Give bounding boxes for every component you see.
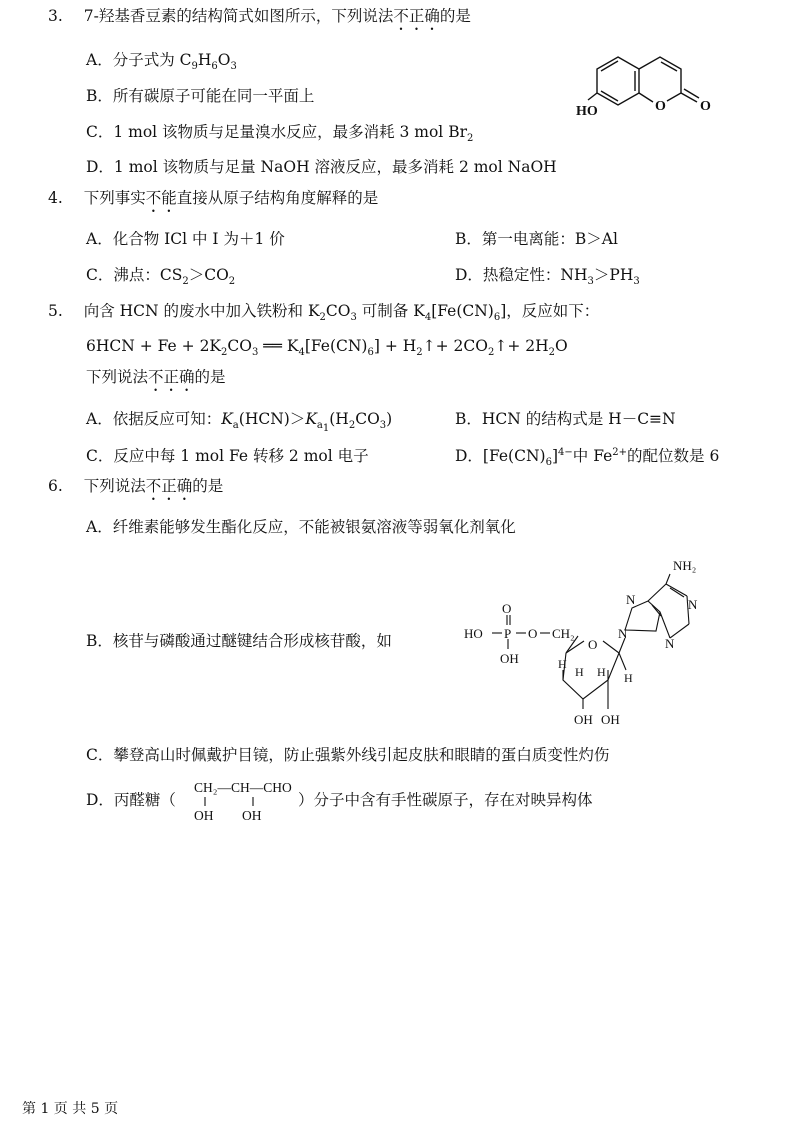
- q5-emphasis: 不正确: [148, 368, 195, 386]
- q4-emphasis: 不能: [145, 189, 177, 207]
- svg-text:H: H: [624, 671, 633, 685]
- q3-option-b: B．所有碳原子可能在同一平面上: [86, 87, 315, 105]
- svg-text:HO: HO: [464, 626, 483, 641]
- svg-text:N: N: [665, 636, 675, 651]
- q3-option-c: C．1 mol 该物质与足量溴水反应，最多消耗 3 mol $Br_2$: [86, 123, 474, 145]
- q3-stem: 3. 7-羟基香豆素的结构简式如图所示，下列说法不正确的是: [48, 7, 471, 25]
- svg-text:NH₂: NH₂: [673, 558, 697, 573]
- nucleotide-structure: [460, 552, 720, 732]
- struct-carbonyl-o-label: O: [700, 99, 711, 114]
- q5-option-a: A．依据反应可知：$K_a(HCN)>K_{a_1}(H_2CO_3)$: [86, 410, 393, 435]
- q4-stem: 4. 下列事实不能直接从原子结构角度解释的是: [48, 189, 379, 207]
- q6-emphasis: 不正确: [145, 477, 193, 495]
- svg-text:N: N: [688, 597, 698, 612]
- svg-text:CH₂—CH—CHO: CH₂—CH—CHO: [194, 780, 292, 795]
- struct-ho-label: HO: [576, 104, 598, 119]
- q6-option-a: A．纤维素能够发生酯化反应，不能被银氨溶液等弱氧化剂氧化: [86, 518, 516, 536]
- svg-text:N: N: [626, 592, 636, 607]
- q5-equation: $6HCN + Fe + 2K_2CO_3$ ══ $K_4[Fe(CN)_6]$ + $H_2↑+$ $2CO_2↑+ 2H_2O$: [86, 337, 568, 359]
- q5-option-c: C．反应中每 1 mol Fe 转移 2 mol 电子: [86, 447, 369, 465]
- q4-number: 4.: [48, 189, 63, 207]
- q4-option-b: B．第一电离能：B＞Al: [455, 230, 618, 248]
- q6-stem: 6. 下列说法不正确的是: [48, 477, 224, 495]
- q6-option-d: D．丙醛糖（ ）分子中含有手性碳原子，存在对映异构体: [86, 791, 593, 809]
- svg-text:O: O: [502, 601, 512, 616]
- svg-text:OH: OH: [500, 651, 519, 666]
- q5-option-b: B．HCN 的结构式是 H－C≡N: [455, 410, 676, 428]
- q4-option-c: C．沸点：$CS_2>CO_2$: [86, 266, 236, 288]
- svg-text:OH: OH: [242, 808, 262, 823]
- q4-option-d: D．热稳定性：$NH_3>PH_3$: [455, 266, 640, 288]
- svg-text:OH: OH: [601, 712, 620, 727]
- q3-emphasis: 不正确: [393, 7, 440, 25]
- q6-option-b: B．核苷与磷酸通过醚键结合形成核苷酸，如: [86, 632, 392, 650]
- q5-number: 5.: [48, 302, 63, 320]
- glyceraldehyde-structure: [194, 778, 324, 824]
- q5-substem: 下列说法不正确的是: [86, 368, 226, 386]
- svg-text:OH: OH: [574, 712, 593, 727]
- svg-text:O: O: [528, 626, 538, 641]
- q6-option-c: C．攀登高山时佩戴护目镜，防止强紫外线引起皮肤和眼睛的蛋白质变性灼伤: [86, 746, 610, 764]
- svg-text:H: H: [597, 665, 606, 679]
- q6-number: 6.: [48, 477, 63, 495]
- q3-option-a: A．分子式为 $C_9H_6O_3$: [86, 51, 237, 73]
- q5-stem: 5. 向含 HCN 的废水中加入铁粉和 $K_2CO_3$ 可制备 $K_4[Fe(CN)_6]$，反应如下：: [48, 302, 600, 324]
- q3-number: 3.: [48, 7, 63, 25]
- struct-ring-o-label: O: [655, 99, 666, 114]
- q3-option-d: D．1 mol 该物质与足量 NaOH 溶液反应，最多消耗 2 mol NaOH: [86, 158, 557, 176]
- page-footer: 第 1 页 共 5 页: [22, 1101, 119, 1117]
- svg-text:H: H: [575, 665, 584, 679]
- svg-text:P: P: [504, 626, 512, 641]
- svg-text:N: N: [618, 626, 628, 641]
- svg-text:H: H: [558, 657, 567, 671]
- svg-text:CH₂: CH₂: [552, 626, 575, 641]
- q5-option-d: D．$[Fe(CN)_6]^{4-}$中 $Fe^{2+}$的配位数是 6: [455, 446, 720, 469]
- svg-text:O: O: [588, 637, 598, 652]
- svg-text:OH: OH: [194, 808, 214, 823]
- q4-option-a: A．化合物 ICl 中 I 为＋1 价: [86, 230, 285, 248]
- hydroxycoumarin-structure: [578, 42, 768, 132]
